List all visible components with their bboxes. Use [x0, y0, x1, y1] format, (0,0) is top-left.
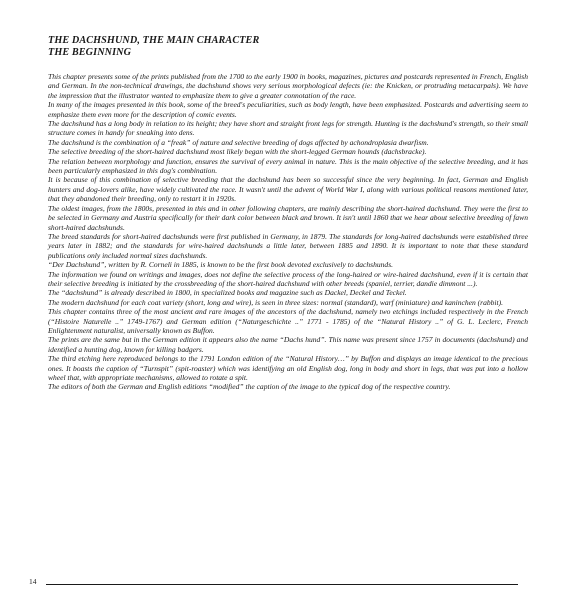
paragraph: The breed standards for short-haired dachshunds were first published in Germany, in 1879. The standards for long-haired dachshunds were established three years later in 1882; and the standards for wire-haired dachshunds a little later, between 1885 and 1890. It is important to note that these standard publications only included normal sizes dachshunds.: [48, 231, 528, 260]
paragraph: The information we found on writings and images, does not define the selective process of the long-haired or wire-haired dachshund, even if it is certain that their selective breeding is initiated by the crossbreeding of the short-haired dachshund with other breeds (spaniel, terrier, dandie dimmont ...).: [48, 269, 528, 288]
paragraph: “Der Dachshund”, written by R. Corneli in 1885, is known to be the first book devoted exclusively to dachshunds.: [48, 260, 394, 270]
paragraph: This chapter presents some of the prints published from the 1700 to the early 1900 in books, magazines, pictures and postcards represented in French, English and German. In the non-technical drawings, the dachshund shows very serious morphological defects (ie: the Knicken, or protruding metacarpals). We have the impression that the illustrator wanted to emphasize them to give a greater connotation of the race.: [48, 72, 528, 100]
paragraph: The dachshund is the combination of a “freak” of nature and selective breeding of dogs affected by achondroplasia dwarfism.: [48, 137, 429, 147]
paragraph: The modern dachshund for each coat variety (short, long and wire), is seen in three sizes: normal (standard), warf (miniature) and kaninchen (rabbit).: [48, 297, 503, 307]
paragraph: In many of the images presented in this book, some of the breed's peculiarities, such as body length, have been emphasized. Postcards and advertising seem to emphasize them even more for the description of comic events.: [48, 100, 528, 119]
chapter-title: THE DACHSHUND, THE MAIN CHARACTER: [48, 35, 260, 46]
chapter-subtitle: THE BEGINNING: [48, 47, 132, 58]
paragraph: It is because of this combination of selective breeding that the dachshund has been so successful since the very beginning. In fact, German and English hunters and dog-lovers alike, have widely cultivated the race. It wasn't until the advent of World War I, along with various political reasons mentioned later, that they abandoned their breeding, only to restart it in 1920s.: [48, 175, 528, 204]
paragraph: The selective breeding of the short-haired dachshund most likely began with the short-legged German hounds (dachsbracke).: [48, 147, 427, 157]
paragraph: The third etching here reproduced belongs to the 1791 London edition of the “Natural History…” by Buffon and displays an image identical to the precious ones. It boasts the caption of “Turnspit” (spit-roaster) which was identifying an old English dog, long in body and short in legs, that was put into a hollow wheel that, with appropriate mechanisms, allowed to rotate a spit.: [48, 354, 528, 382]
paragraph: The editors of both the German and English editions “modified” the caption of the image to the typical dog of the respective country.: [48, 382, 451, 392]
body-text: [48, 72, 528, 392]
paragraph: The relation between morphology and function, ensures the survival of every animal in nature. This is the main objective of the selective breeding, and it has been particularly emphasized in this dog's combination.: [48, 156, 528, 176]
paragraph: The “dachshund” is already described in 1800, in specialized books and magazine such as Dackel, Deckel and Teckel.: [48, 288, 407, 298]
chapter-heading: [48, 35, 528, 59]
paragraph: The prints are the same but in the German edition it appears also the name “Dachs hund”. This name was present since 1757 in documents (dachshund) and identified a hunting dog, known for killing badgers.: [48, 335, 528, 354]
footer-rule: [46, 584, 518, 585]
page-number: 14: [29, 577, 37, 586]
paragraph: The oldest images, from the 1800s, presented in this and in other following chapters, are mainly describing the short-haired dachshund. They were the first to be selected in Germany and Austria specifically for their dark color between black and brown. It isn't until 1860 that we hear about selective breeding of fawn short-haired dachshunds.: [48, 203, 528, 232]
paragraph: The dachshund has a long body in relation to its height; they have short and straight front legs for strength. Hunting is the dachshund's strength, so their small structure comes in handy for sneaking into dens.: [48, 119, 528, 138]
paragraph: This chapter contains three of the most ancient and rare images of the ancestors of the dachshund, namely two etchings included respectively in the French (“Histoire Naturelle ..” 1749-1767) and German edition (“Naturgeschichte ..” 1771 - 1785) of the “Natural History ..” of G. L. Leclerc, French Enlightenment naturalist, universally known as Buffon.: [48, 307, 528, 335]
